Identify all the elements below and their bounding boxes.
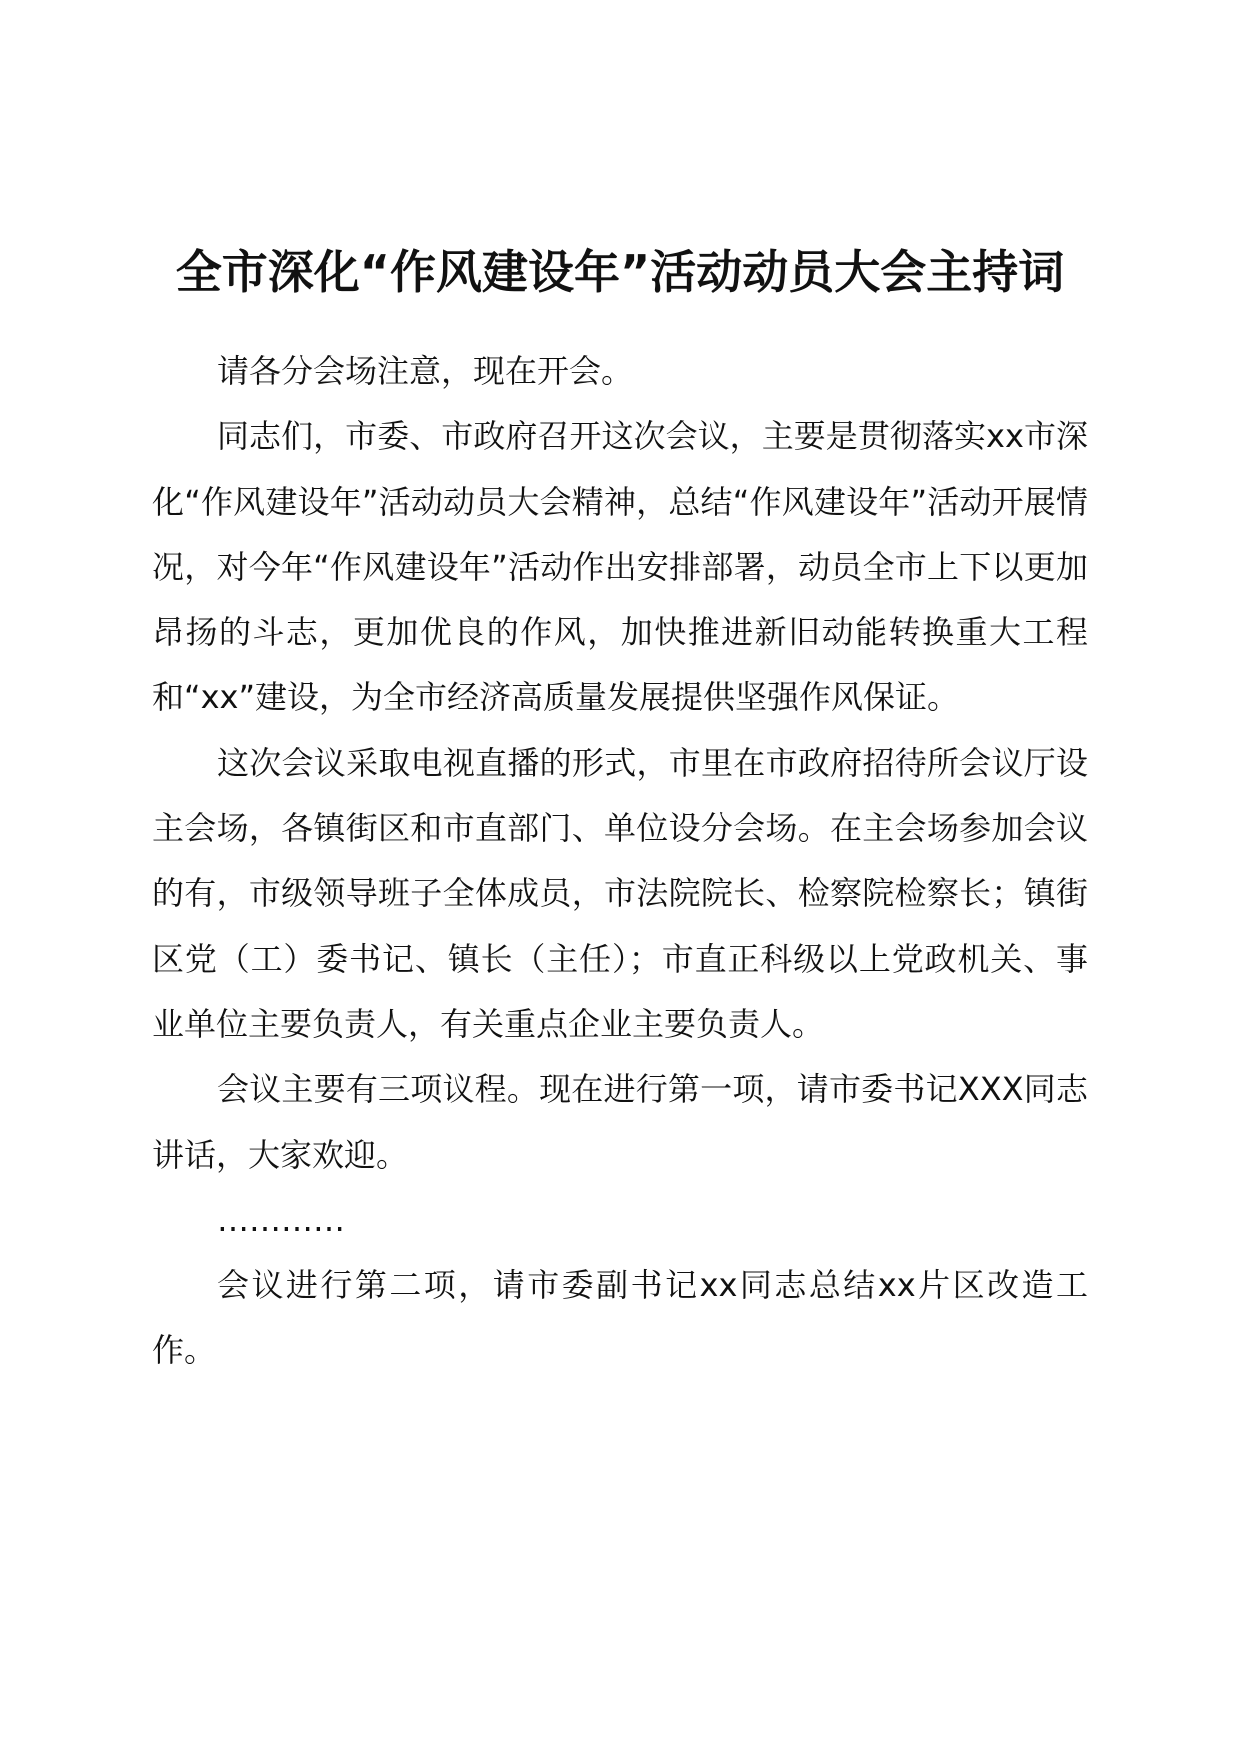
document-title: 全市深化“作风建设年”活动动员大会主持词 — [175, 245, 1065, 299]
paragraph-purpose: 同志们，市委、市政府召开这次会议，主要是贯彻落实xx市深化“作风建设年”活动动员大会精神，总结“作风建设年”活动开展情况，对今年“作风建设年”活动作出安排部署，动员全市上下以更加昂扬的斗志，更加优良的作风，加快推进新旧动能转换重大工程和“xx”建设，为全市经济高质量发展提供坚强作风保证。 — [152, 417, 1088, 717]
document-body — [152, 339, 1088, 1384]
paragraph-opening: 请各分会场注意，现在开会。 — [217, 352, 634, 390]
paragraph-format: 这次会议采取电视直播的形式，市里在市政府招待所会议厅设主会场，各镇街区和市直部门、单位设分会场。在主会场参加会议的有，市级领导班子全体成员，市法院院长、检察院检察长；镇街区党（工）委书记、镇长（主任）；市直正科级以上党政机关、事业单位主要负责人，有关重点企业主要负责人。 — [152, 743, 1088, 1043]
paragraph-ellipsis: ………… — [217, 1200, 345, 1239]
paragraph-agenda-item-2: 会议进行第二项，请市委副书记xx同志总结xx片区改造工作。 — [152, 1266, 1088, 1370]
paragraph-agenda-item-1: 会议主要有三项议程。现在进行第一项，请市委书记XXX同志讲话，大家欢迎。 — [152, 1070, 1088, 1174]
